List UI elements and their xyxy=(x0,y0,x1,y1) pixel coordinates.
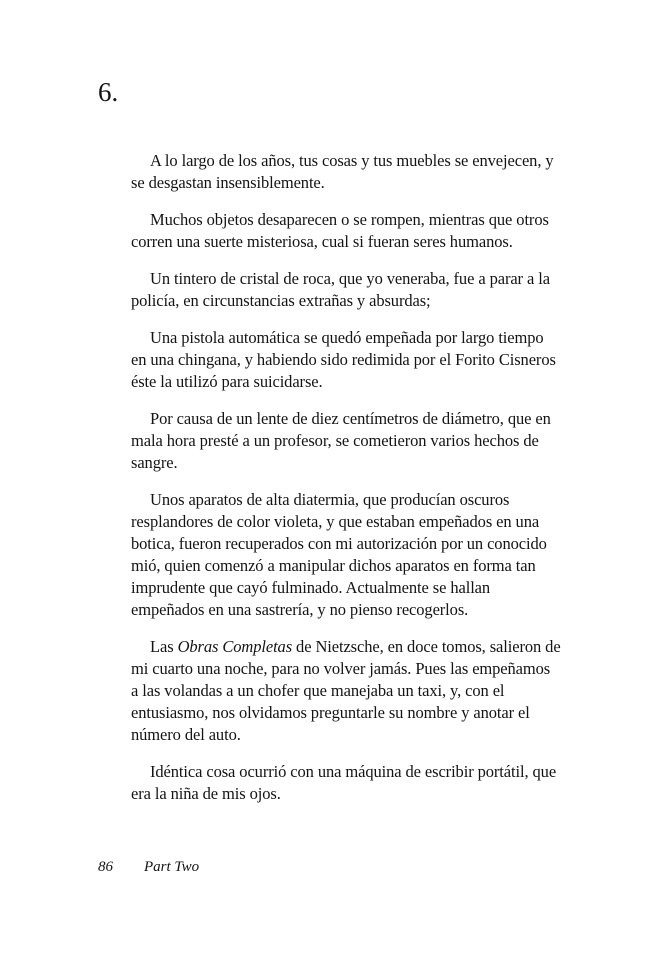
part-title: Part Two xyxy=(144,859,200,875)
paragraph: Por causa de un lente de diez centímetros de diámetro, que en mala hora presté a un profesor, se cometieron varios hechos de sangre. xyxy=(131,409,551,472)
body-text xyxy=(131,150,561,820)
paragraph: Unos aparatos de alta diatermia, que producían oscuros resplandores de color violeta, y que estaban empeñados en una botica, fueron recuperados con mi autorización por un conocido mió, quien comenzó a manipular dichos aparatos en forma tan imprudente que cayó fulminado. Actualmente se hallan empeñados en una sastrería, y no pienso recogerlos. xyxy=(131,490,547,619)
paragraph-text-before: Las xyxy=(150,637,178,656)
book-title: Obras Completas xyxy=(177,637,293,656)
section-number: 6. xyxy=(98,77,119,107)
paragraph: Una pistola automática se quedó empeñada por largo tiempo en una chingana, y habiendo sido redimida por el Forito Cisneros éste la utilizó para suicidarse. xyxy=(131,328,556,391)
paragraph-text-after: de Nietzsche, en doce tomos, salieron de mi cuarto una noche, para no volver jamás. Pues las empeñamos a las volandas a un chofer que manejaba un taxi, y, con el entusiasmo, nos olvidamos preguntarle su nombre y anotar el número del auto. xyxy=(131,637,561,744)
paragraph: Idéntica cosa ocurrió con una máquina de escribir portátil, que era la niña de mis ojos. xyxy=(131,762,557,803)
paragraph: Un tintero de cristal de roca, que yo veneraba, fue a parar a la policía, en circunstancias extrañas y absurdas; xyxy=(131,269,550,310)
paragraph: A lo largo de los años, tus cosas y tus muebles se envejecen, y se desgastan insensiblemente. xyxy=(131,151,554,192)
paragraph-with-title xyxy=(131,636,561,746)
paragraph: Muchos objetos desaparecen o se rompen, mientras que otros corren una suerte misteriosa, cual si fueran seres humanos. xyxy=(131,210,549,251)
page-footer xyxy=(98,857,199,877)
page-number: 86 xyxy=(98,859,113,875)
